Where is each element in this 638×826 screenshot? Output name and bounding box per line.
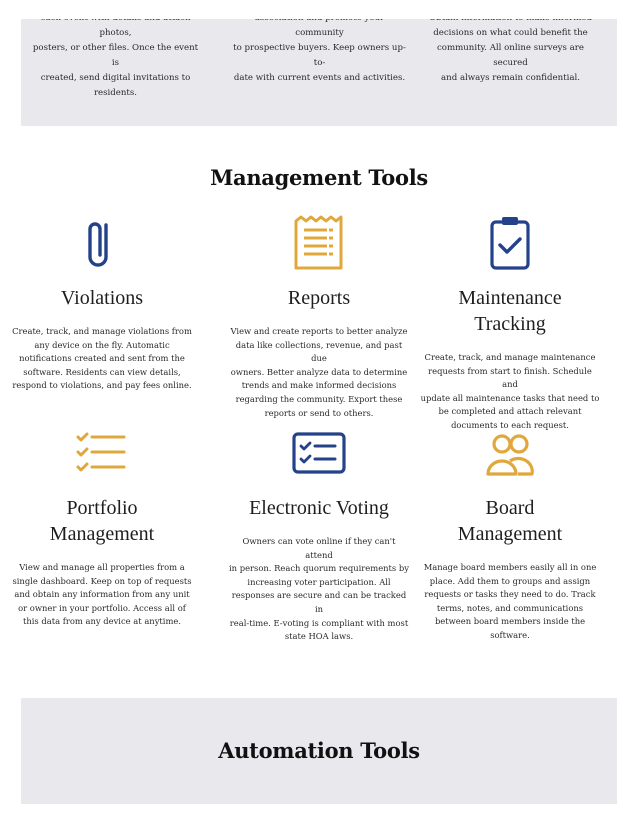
feature-title: Maintenance Tracking <box>458 287 562 335</box>
automation-tools-heading: Automation Tools <box>218 738 420 763</box>
checklist-icon <box>72 425 132 483</box>
feature-description: Create, track, and manage violations from any device on the fly. Automatic notifications created and sent from the software. Residents can view details, respond to violations, and pay fees online. <box>12 326 192 391</box>
ballot-icon <box>289 425 349 483</box>
clipboard-check-icon <box>480 215 540 273</box>
feature-title: Violations <box>60 287 144 309</box>
feature-title: Board Management <box>457 497 563 545</box>
event-feature-text: photos, posters, or other files. Once the event is created, send digital invitations to residents. <box>32 28 199 98</box>
users-icon <box>480 425 540 483</box>
feature-electronic-voting <box>229 425 409 644</box>
feature-title: Reports <box>287 287 351 309</box>
feature-description: View and create reports to better analyze data like collections, revenue, and past due owners. Better analyze data to determine trends and make informed decisions regarding the community. Export these reports or send to others. <box>230 326 408 418</box>
feature-title: Electronic Voting <box>249 497 389 519</box>
feature-portfolio-management <box>12 425 192 629</box>
feature-title: Portfolio Management <box>49 497 155 545</box>
receipt-icon <box>289 215 349 273</box>
top-clip <box>0 0 638 19</box>
feature-violations <box>12 215 192 393</box>
feature-reports <box>229 215 409 420</box>
feature-description: Owners can vote online if they can't attend in person. Reach quorum requirements by increasing voter participation. All responses are secure and can be tracked in real-time. E-voting is compliant with most state HOA laws. <box>229 536 409 642</box>
feature-board-management <box>420 425 600 643</box>
feature-description: Create, track, and manage maintenance requests from start to finish. Schedule and update all maintenance tasks that need to be completed and attach relevant documents to each request. <box>420 352 600 430</box>
feature-description: Manage board members easily all in one place. Add them to groups and assign requests or tasks they need to do. Track terms, notes, and communications between board members inside the software. <box>423 562 597 640</box>
survey-feature-text: decisions on what could benefit the community. All online surveys are secured and always remain confidential. <box>433 28 588 83</box>
promote-feature-text: community to prospective buyers. Keep owners up-to- date with current events and activities. <box>233 28 406 83</box>
management-tools-heading: Management Tools <box>210 165 428 190</box>
paperclip-icon <box>72 215 132 273</box>
feature-maintenance-tracking <box>420 215 600 433</box>
feature-description: View and manage all properties from a single dashboard. Keep on top of requests and obtain any information from any unit or owner in your portfolio. Access all of this data from any device at anytime. <box>12 562 192 627</box>
